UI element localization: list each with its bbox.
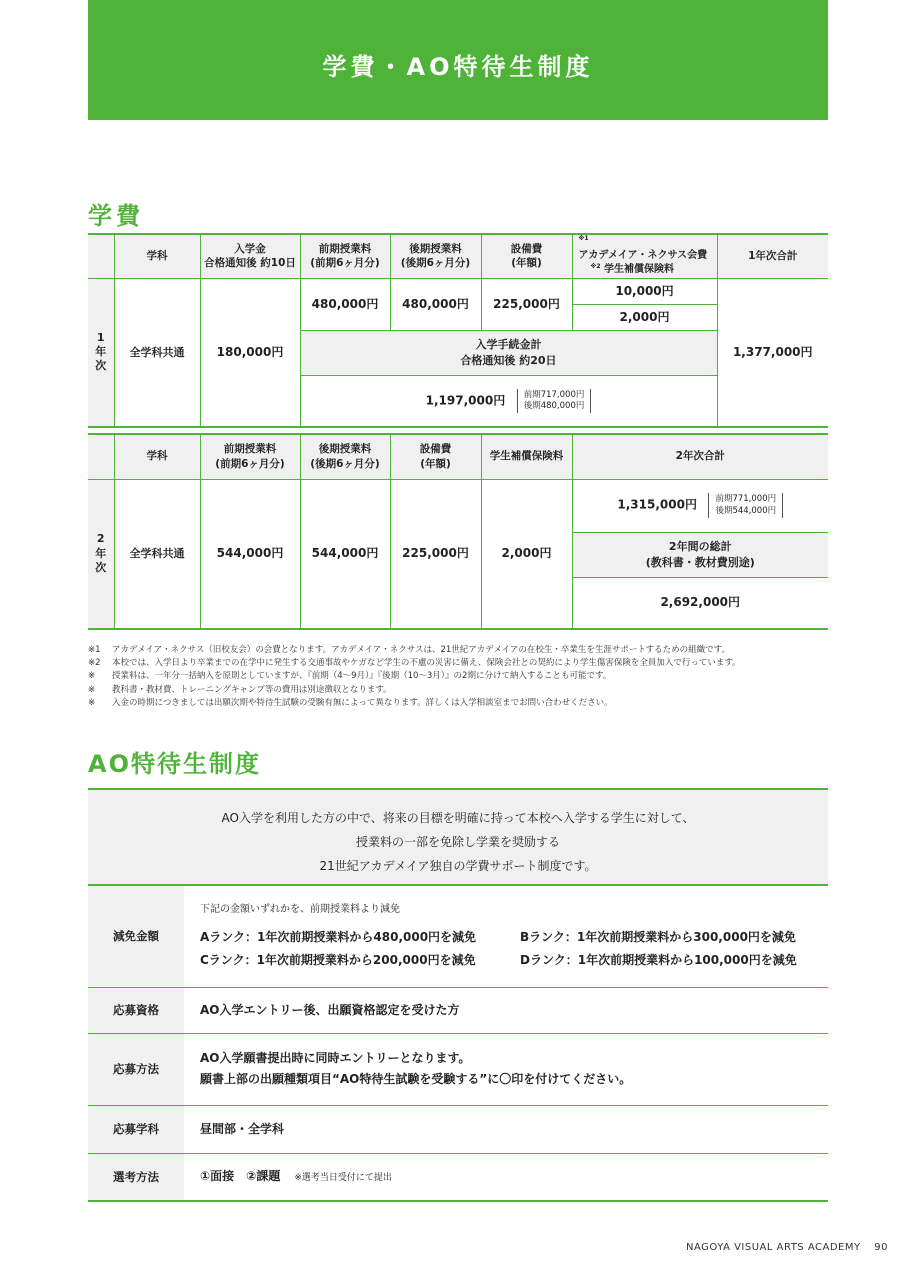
selection-note: ※選考当日受付にて提出 bbox=[294, 1173, 392, 1184]
method-line: AO入学願書提出時に同時エントリーとなります。 bbox=[200, 1051, 471, 1065]
corner-cell bbox=[88, 434, 114, 479]
header-banner bbox=[88, 0, 828, 120]
selection-cell bbox=[184, 1153, 828, 1201]
header-association bbox=[572, 234, 717, 278]
selection-value: ①面接 ②課題 bbox=[200, 1169, 281, 1184]
fee-notes bbox=[88, 644, 828, 710]
method-label: 応募方法 bbox=[88, 1033, 184, 1105]
procedure-total-cell bbox=[300, 375, 717, 427]
dept-value: 昼間部・全学科 bbox=[184, 1105, 828, 1153]
note-item: ※2 本校では、入学日より卒業までの在学中に発生する交通事故やケガなど学生の不慮の災害に備え、保険会社との契約により学生傷害保険を全員加入で行っています。 bbox=[88, 658, 741, 669]
year2-label: 2 年 次 bbox=[88, 479, 114, 629]
year1-entrance-fee: 180,000円 bbox=[200, 278, 300, 427]
year2-facility-fee: 225,000円 bbox=[390, 479, 481, 629]
procedure-label: 入学手続金計 合格通知後 約20日 bbox=[300, 330, 717, 375]
rank-a: Aランク：1年次前期授業料から480,000円を減免 bbox=[200, 930, 477, 945]
year2-insurance-fee: 2,000円 bbox=[481, 479, 572, 629]
fees-section-title: 学費 bbox=[88, 202, 144, 230]
corner-cell bbox=[88, 234, 114, 278]
ao-intro-line: AO入学を利用した方の中で、将来の目標を明確に持って本校へ入学する学生に対して、 bbox=[221, 811, 695, 825]
year1-association-fee: 10,000円 bbox=[572, 278, 717, 304]
rank-c: Cランク：1年次前期授業料から200,000円を減免 bbox=[200, 953, 476, 968]
header-insurance: 学生補償保険料 bbox=[481, 434, 572, 479]
header-first-tuition: 前期授業料 (前期6ヶ月分) bbox=[300, 234, 390, 278]
year2-dept: 全学科共通 bbox=[114, 479, 200, 629]
header-insurance-label: 学生補償保険料 bbox=[604, 264, 674, 276]
header-second-tuition: 後期授業料 (後期6ヶ月分) bbox=[300, 434, 390, 479]
dept-label: 応募学科 bbox=[88, 1105, 184, 1153]
year1-fee-table bbox=[88, 233, 828, 428]
school-name: NAGOYA VISUAL ARTS ACADEMY bbox=[686, 1242, 861, 1253]
header-dept: 学科 bbox=[114, 234, 200, 278]
header-second-tuition: 後期授業料 (後期6ヶ月分) bbox=[390, 234, 481, 278]
ao-intro bbox=[88, 788, 828, 886]
two-year-label: 2年間の総計 (教科書・教材費別途) bbox=[572, 532, 828, 577]
page-number: 90 bbox=[874, 1242, 888, 1253]
header-facility: 設備費 (年額) bbox=[481, 234, 572, 278]
eligibility-value: AO入学エントリー後、出願資格認定を受けた方 bbox=[184, 987, 828, 1033]
note-item: ※ 入金の時期につきましては出願次期や特待生試験の受験有無によって異なります。詳しくは入学相談室までお問い合わせください。 bbox=[88, 697, 613, 708]
page-footer bbox=[686, 1242, 888, 1253]
eligibility-label: 応募資格 bbox=[88, 987, 184, 1033]
ao-intro-line: 授業料の一部を免除し学業を奨励する bbox=[355, 835, 560, 849]
year2-total: 1,315,000円 bbox=[617, 498, 697, 513]
selection-label: 選考方法 bbox=[88, 1153, 184, 1201]
year1-label: 1 年 次 bbox=[88, 278, 114, 427]
ao-intro-line: 21世紀アカデメイア独自の学費サポート制度です。 bbox=[319, 859, 597, 873]
note-mark-1: ※1 bbox=[578, 235, 589, 243]
year1-total: 1,377,000円 bbox=[717, 278, 828, 427]
year2-total-breakdown: 前期771,000円 後期544,000円 bbox=[708, 493, 783, 517]
header-association-label: アカデメイア・ネクサス会費 bbox=[578, 250, 708, 262]
year2-total-cell bbox=[572, 479, 828, 532]
year2-first-tuition: 544,000円 bbox=[200, 479, 300, 629]
year1-second-tuition: 480,000円 bbox=[390, 278, 481, 330]
discount-label: 減免金額 bbox=[88, 886, 184, 987]
procedure-total: 1,197,000円 bbox=[425, 393, 506, 408]
note-mark-2: ※2 bbox=[590, 263, 601, 271]
header-year2-total: 2年次合計 bbox=[572, 434, 828, 479]
year1-facility-fee: 225,000円 bbox=[481, 278, 572, 330]
discount-cell bbox=[184, 886, 828, 987]
year2-second-tuition: 544,000円 bbox=[300, 479, 390, 629]
method-value bbox=[184, 1033, 828, 1105]
note-item: ※ 授業料は、一年分一括納入を原則としていますが、『前期（4〜9月）』『後期（10〜3月）』の2期に分けて納入することも可能です。 bbox=[88, 671, 612, 682]
year1-dept: 全学科共通 bbox=[114, 278, 200, 427]
ao-section-title: AO特待生制度 bbox=[88, 750, 261, 778]
page-title: 学費・AO特待生制度 bbox=[322, 52, 594, 81]
ao-details-table bbox=[88, 886, 828, 1202]
method-line: 願書上部の出願種類項目“AO特待生試験を受験する”に〇印を付けてください。 bbox=[200, 1072, 632, 1086]
discount-description: 下記の金額いずれかを、前期授業料より減免 bbox=[200, 904, 400, 916]
note-item: ※1 アカデメイア・ネクサス（旧校友会）の会費となります。アカデメイア・ネクサスは、21世紀アカデメイアの在校生・卒業生を生涯サポートするための組織です。 bbox=[88, 645, 730, 655]
year2-fee-table bbox=[88, 433, 828, 630]
rank-list bbox=[200, 929, 828, 969]
header-first-tuition: 前期授業料 (前期6ヶ月分) bbox=[200, 434, 300, 479]
note-item: ※ 教科書・教材費、トレーニングキャンプ等の費用は別途徴収となります。 bbox=[88, 684, 392, 695]
rank-d: Dランク：1年次前期授業料から100,000円を減免 bbox=[520, 953, 797, 968]
two-year-total: 2,692,000円 bbox=[572, 577, 828, 629]
header-dept: 学科 bbox=[114, 434, 200, 479]
header-entrance: 入学金 合格通知後 約10日 bbox=[200, 234, 300, 278]
year1-insurance-fee: 2,000円 bbox=[572, 304, 717, 330]
rank-b: Bランク：1年次前期授業料から300,000円を減免 bbox=[520, 930, 796, 945]
year1-first-tuition: 480,000円 bbox=[300, 278, 390, 330]
procedure-breakdown: 前期717,000円 後期480,000円 bbox=[517, 389, 592, 413]
header-facility: 設備費 (年額) bbox=[390, 434, 481, 479]
header-year1-total: 1年次合計 bbox=[717, 234, 828, 278]
